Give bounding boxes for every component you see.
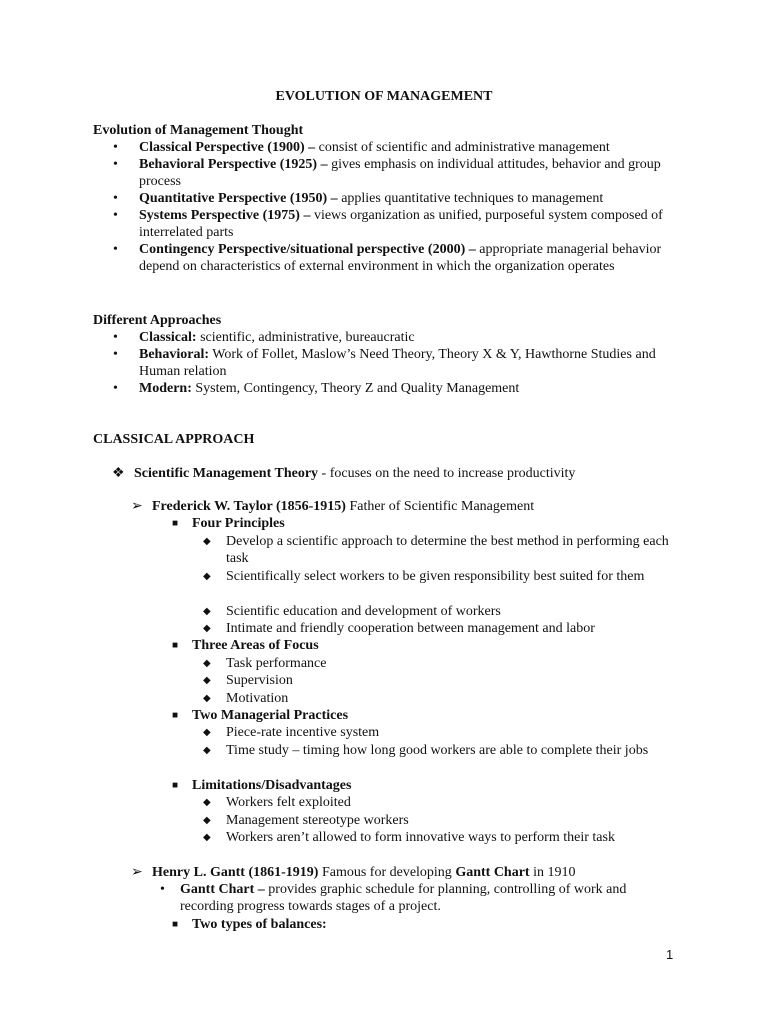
list-item: ◆ Time study – timing how long good workers are able to complete their jobs [203,743,649,758]
diamond-bullet-icon: ◆ [203,658,211,669]
diamond-bullet-icon: ◆ [203,815,211,826]
evolution-heading: Evolution of Management Thought [93,123,304,138]
list-item: • Gantt Chart – provides graphic schedule for planning, controlling of work and recording progress towards stages of a project. [160,882,627,914]
arrow-bullet-icon: ➢ [131,499,143,514]
diamond-bullet-icon: ◆ [203,675,211,686]
sub-heading: ■ Two Managerial Practices [172,708,349,723]
bullet-icon: • [160,882,165,897]
sub-heading: ■ Two types of balances: [172,917,327,932]
bullet-icon: • [113,330,118,345]
list-item: ◆ Scientifically select workers to be given responsibility best suited for them [203,569,645,584]
list-item: ◆ Scientific education and development of workers [203,604,501,619]
approaches-heading: Different Approaches [93,313,222,328]
square-bullet-icon: ■ [172,640,179,651]
list-item: • Quantitative Perspective (1950) – applies quantitative techniques to management [113,191,604,206]
list-item: ◆ Intimate and friendly cooperation between management and labor [203,621,595,636]
list-item: • Behavioral Perspective (1925) – gives emphasis on individual attitudes, behavior and group process [113,157,661,189]
evolution-list [93,139,683,275]
list-item: ◆ Workers felt exploited [203,795,351,810]
bullet-icon: • [113,381,118,396]
diamond-bullet-icon: ◆ [203,832,211,843]
diamond-bullet-icon: ◆ [203,623,211,634]
square-bullet-icon: ■ [172,919,179,930]
list-item: • Behavioral: Work of Follet, Maslow’s Need Theory, Theory X & Y, Hawthorne Studies and Human relation [113,347,656,379]
bullet-icon: • [113,347,118,362]
diamond-bullet-icon: ❖ [112,466,125,481]
bullet-icon: • [113,208,118,223]
diamond-bullet-icon: ◆ [203,571,211,582]
diamond-bullet-icon: ◆ [203,797,211,808]
list-item: ◆ Supervision [203,673,293,688]
square-bullet-icon: ■ [172,780,179,791]
sub-heading: ■ Four Principles [172,516,285,531]
gantt-item: ➢ Henry L. Gantt (1861-1919) Famous for developing Gantt Chart in 1910 [131,865,576,880]
taylor-item: ➢ Frederick W. Taylor (1856-1915) Father of Scientific Management [131,499,535,514]
page-number: 1 [666,947,674,962]
diamond-bullet-icon: ◆ [203,745,211,756]
list-item: • Classical: scientific, administrative, bureaucratic [113,330,415,345]
list-item: • Modern: System, Contingency, Theory Z and Quality Management [113,381,520,396]
list-item: ◆ Workers aren’t allowed to form innovative ways to perform their task [203,830,615,845]
diamond-bullet-icon: ◆ [203,536,211,547]
list-item: • Contingency Perspective/situational perspective (2000) – appropriate managerial behavior depend on characteristics of external environment in which the organization operates [113,242,662,274]
diamond-bullet-icon: ◆ [203,693,211,704]
bullet-icon: • [113,191,118,206]
list-item: ◆ Task performance [203,656,327,671]
scientific-management-item: ❖ Scientific Management Theory - focuses on the need to increase productivity [112,466,576,481]
square-bullet-icon: ■ [172,518,179,529]
page-title: EVOLUTION OF MANAGEMENT [275,89,493,104]
diamond-bullet-icon: ◆ [203,606,211,617]
list-item: • Systems Perspective (1975) – views organization as unified, purposeful system composed of interrelated parts [113,208,663,240]
list-item: ◆ Motivation [203,691,289,706]
list-item: ◆ Piece-rate incentive system [203,725,380,740]
sub-heading: ■ Three Areas of Focus [172,638,319,653]
bullet-icon: • [113,157,118,172]
bullet-icon: • [113,242,118,257]
bullet-icon: • [113,140,118,155]
list-item: • Classical Perspective (1900) – consist of scientific and administrative management [113,140,610,155]
diamond-bullet-icon: ◆ [203,727,211,738]
square-bullet-icon: ■ [172,710,179,721]
approaches-list [93,329,683,397]
arrow-bullet-icon: ➢ [131,865,143,880]
sub-heading: ■ Limitations/Disadvantages [172,778,352,793]
list-item: ◆ Develop a scientific approach to determine the best method in performing each task [203,534,669,566]
section-heading: CLASSICAL APPROACH [93,432,255,447]
list-item: ◆ Management stereotype workers [203,813,409,828]
